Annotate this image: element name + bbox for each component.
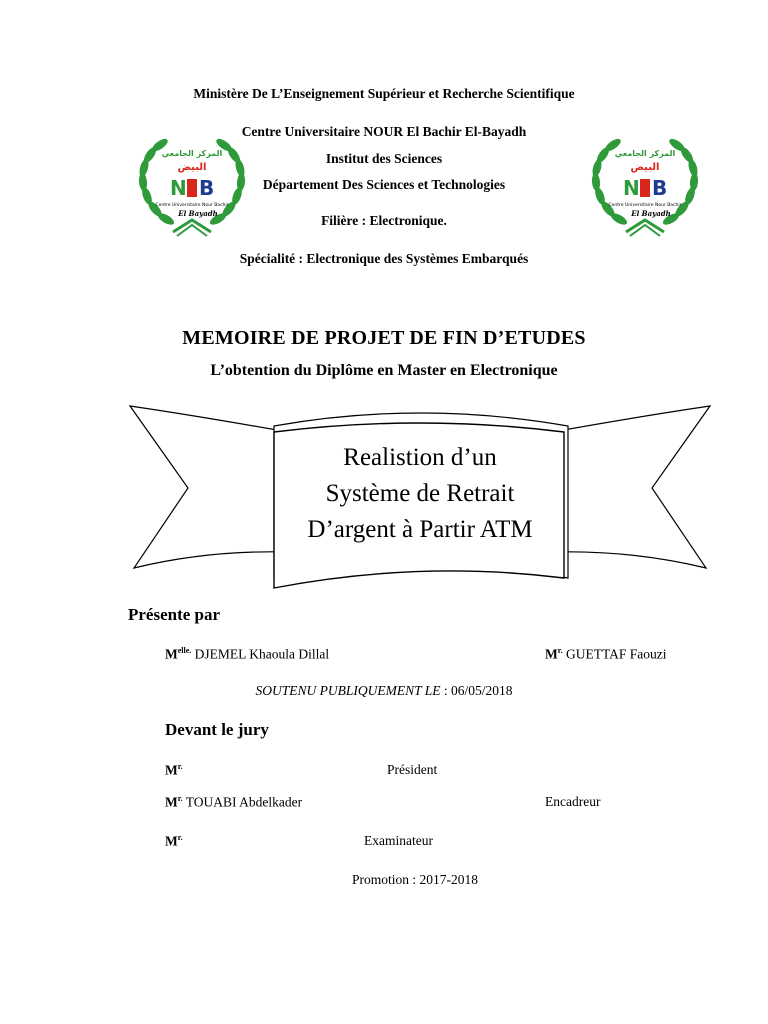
jury-member-prefix: M [165, 794, 178, 810]
subtitle-obtention: L’obtention [210, 362, 290, 379]
jury-member-title: r. [177, 794, 183, 803]
presented-by-label: Présente par [128, 605, 221, 624]
jury-member-title: r. [177, 762, 183, 771]
student-2 [545, 646, 667, 663]
svg-text:B: B [199, 176, 215, 200]
svg-text:المركز الجامعي: المركز الجامعي [614, 149, 676, 158]
university-logo-right [586, 132, 704, 242]
svg-text:البيض: البيض [177, 162, 207, 173]
jury-member-3 [165, 833, 183, 850]
student-1-title: elle. [177, 646, 192, 655]
student-1-prefix: M [165, 646, 178, 662]
svg-text:N: N [623, 176, 640, 200]
svg-text:N: N [170, 176, 187, 200]
project-title [274, 440, 566, 548]
project-title-line-1: Realistion d’un [343, 444, 497, 471]
university-center: Centre Universitaire NOUR El Bachir El-Bayadh [241, 124, 527, 139]
student-1 [165, 646, 329, 663]
jury-member-prefix: M [165, 762, 178, 778]
memoire-title: MEMOIRE DE PROJET DE FIN D’ETUDES [182, 327, 586, 349]
defense-date: : 06/05/2018 [440, 683, 513, 698]
laurel-wreath-icon [586, 132, 704, 242]
department-name: Département Des Sciences et Technologies [262, 177, 506, 192]
svg-text:البيض: البيض [630, 162, 660, 173]
svg-text:Centre Universitaire Nour Bach: Centre Universitaire Nour Bachir [155, 203, 229, 208]
jury-role-encadreur: Encadreur [545, 794, 601, 809]
svg-text:Centre Universitaire Nour Bach: Centre Universitaire Nour Bachir [608, 203, 682, 208]
defense-date-line [0, 683, 768, 699]
jury-member-2 [165, 794, 302, 811]
ministry-line: Ministère De L’Enseignement Supérieur et Recherche Scientifique [193, 86, 575, 101]
memoire-subtitle [0, 362, 768, 380]
laurel-wreath-icon [133, 132, 251, 242]
svg-text:B: B [652, 176, 668, 200]
student-2-name: GUETTAF Faouzi [562, 646, 667, 662]
jury-member-1 [165, 762, 183, 779]
svg-text:El Bayadh: El Bayadh [631, 209, 671, 218]
filiere-line: Filière : Electronique. [321, 213, 447, 228]
jury-member-prefix: M [165, 833, 178, 849]
university-logo-left [133, 132, 251, 242]
defense-label: SOUTENU PUBLIQUEMENT LE [255, 683, 441, 698]
svg-text:El Bayadh: El Bayadh [178, 209, 218, 218]
project-title-line-2: Système de Retrait [325, 480, 515, 507]
specialite-line: Spécialité : Electronique des Systèmes Embarqués [239, 251, 529, 266]
institute-name: Institut des Sciences [325, 151, 443, 166]
jury-label: Devant le jury [165, 720, 269, 739]
jury-role-president: Président [387, 762, 438, 777]
svg-text:المركز الجامعي: المركز الجامعي [161, 149, 223, 158]
jury-member-title: r. [177, 833, 183, 842]
student-2-prefix: M [545, 646, 558, 662]
promotion-line: Promotion : 2017-2018 [351, 872, 478, 887]
student-1-name: DJEMEL Khaoula Dillal [191, 646, 330, 662]
jury-member-name: TOUABI Abdelkader [182, 794, 303, 810]
jury-role-examinateur: Examinateur [364, 833, 433, 848]
student-2-title: r. [557, 646, 563, 655]
subtitle-diploma: du Diplôme en Master en Electronique [289, 362, 558, 379]
project-title-line-3: D’argent à Partir ATM [307, 516, 533, 543]
